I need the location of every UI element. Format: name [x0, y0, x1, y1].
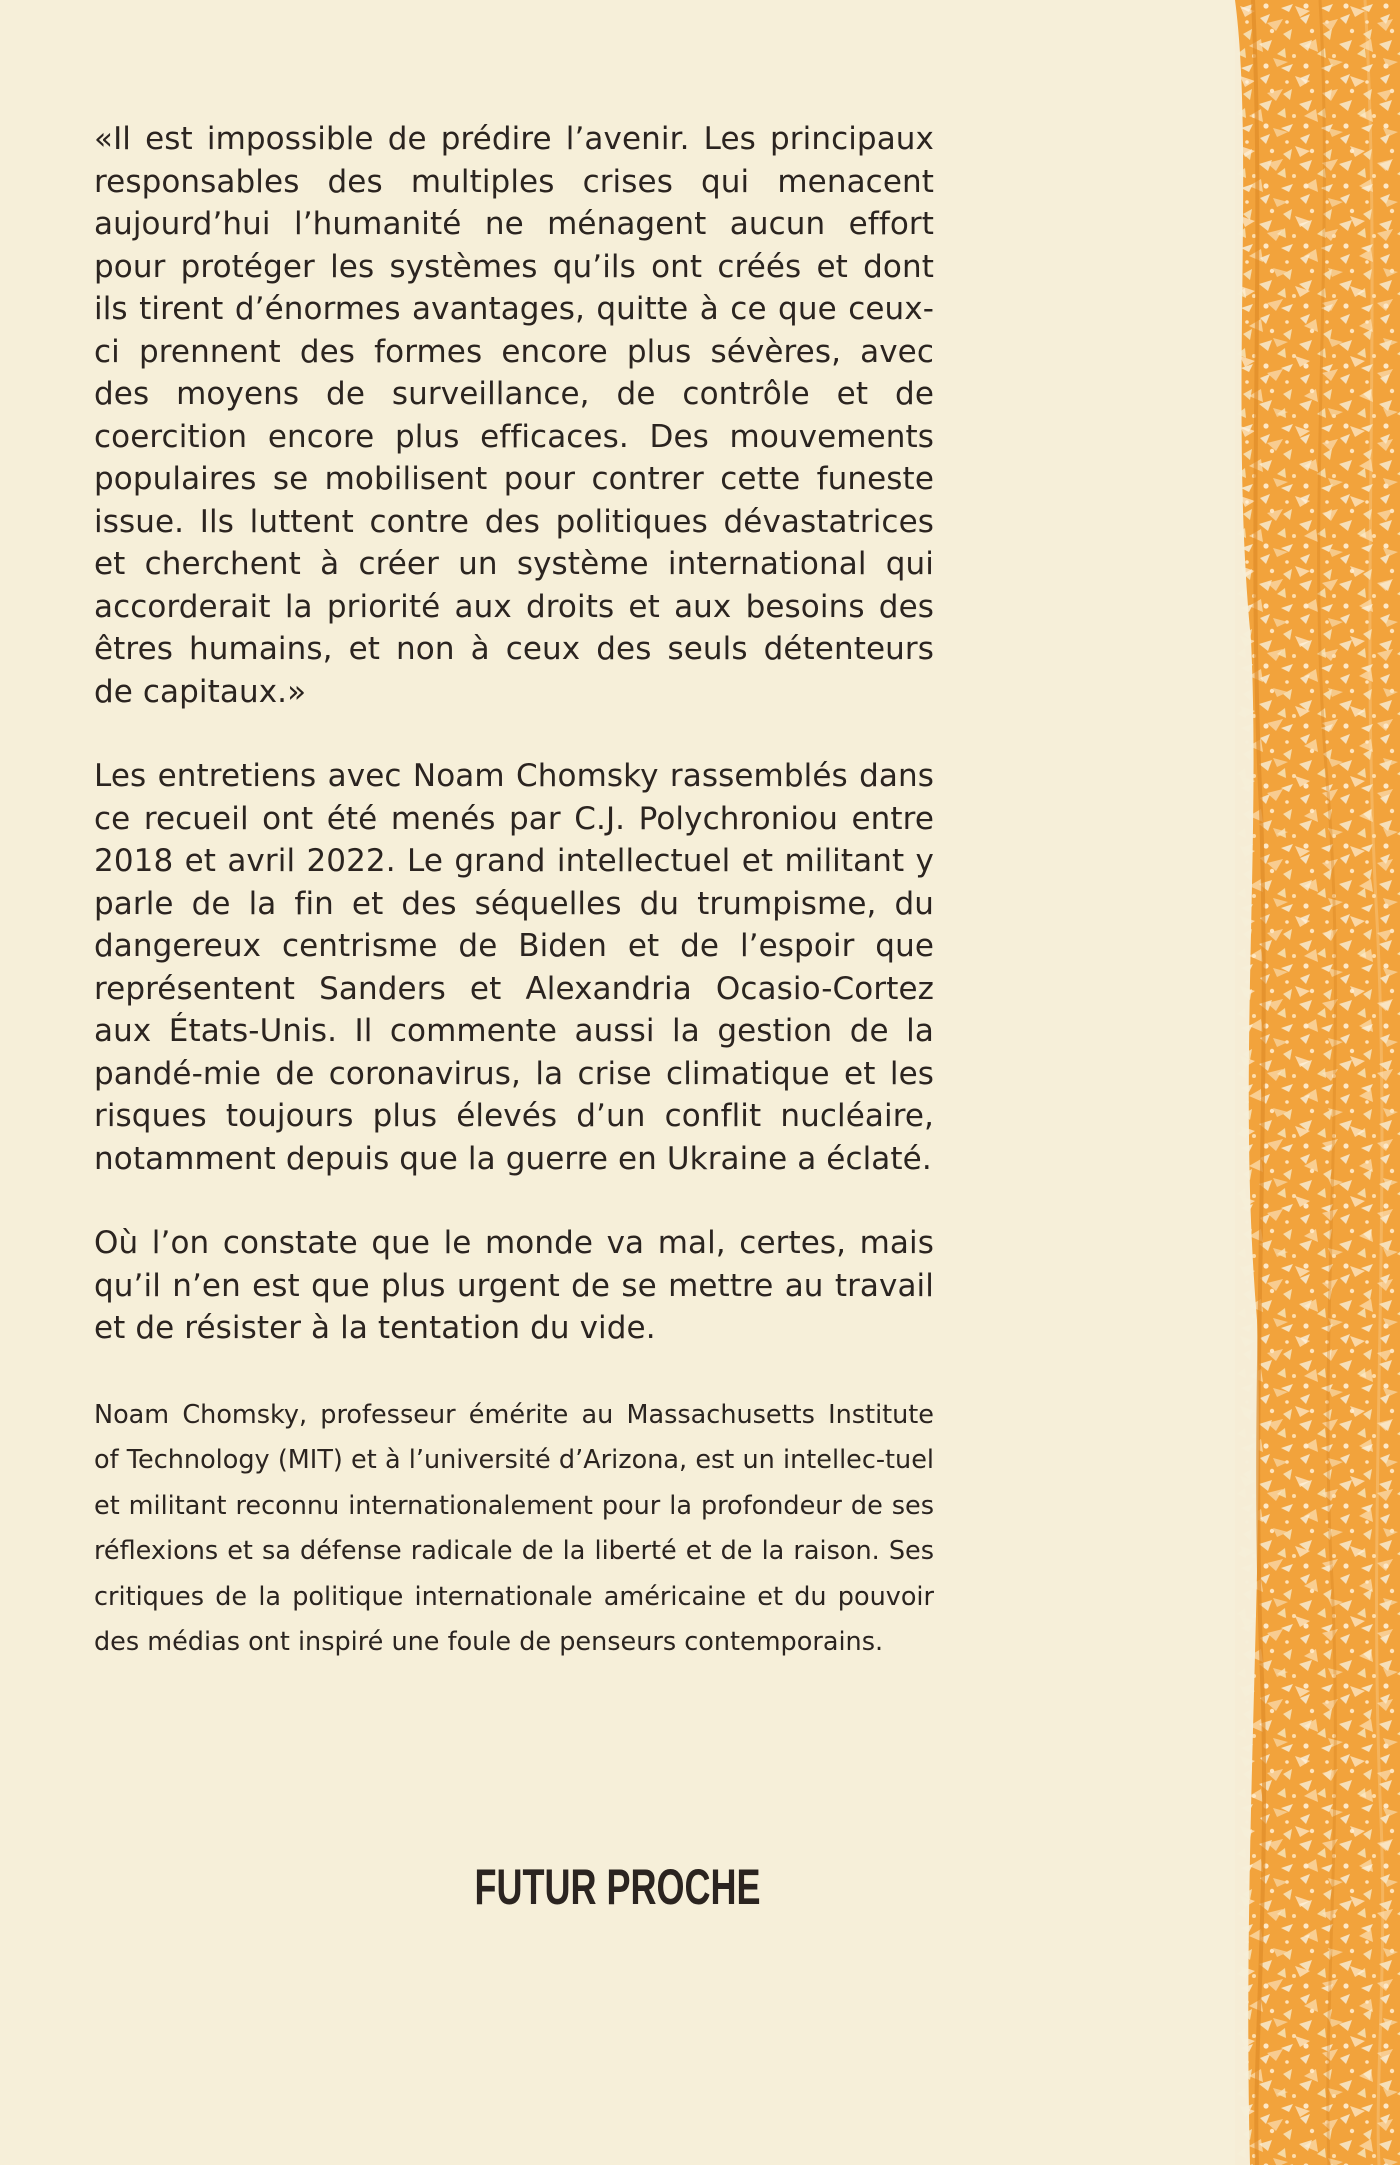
conclusion-paragraph: Où l’on constate que le monde va mal, certes, mais qu’il n’en est que plus urgent de se mettre au travail et de résister à la tentation du vide. — [94, 1225, 934, 1346]
quote-paragraph: «Il est impossible de prédire l’avenir. Les principaux responsables des multiples crises qui menacent aujourd’hui l’humanité ne ménagent aucun effort pour protéger les systèmes qu’ils ont créés et dont ils tirent d’énormes avantages, quitte à ce que ceux-ci prennent des formes encore plus sévères, avec des moyens de surveillance, de contrôle et de coercition encore plus efficaces. Des mouvements populaires se mobilisent pour contrer cette funeste issue. Ils luttent contre des politiques dévastatrices et cherchent à créer un système international qui accorderait la priorité aux droits et aux besoins des êtres humains, et non à ceux des seuls détenteurs de capitaux.» — [94, 121, 934, 710]
decorative-texture-strip — [1235, 0, 1400, 2165]
publisher-collection-logo: FUTUR PROCHE — [474, 1859, 761, 1915]
author-bio: Noam Chomsky, professeur émérite au Massachusetts Institute of Technology (MIT) et à l’université d’Arizona, est un intellec-tuel et militant reconnu internationalement pour la profondeur de ses réflexions et sa défense radicale de la liberté et de la raison. Ses critiques de la politique internationale américaine et du pouvoir des médias ont inspiré une foule de penseurs contemporains. — [94, 1399, 934, 1657]
text-column — [94, 118, 934, 1691]
summary-paragraph: Les entretiens avec Noam Chomsky rassemblés dans ce recueil ont été menés par C.J. Polychroniou entre 2018 et avril 2022. Le grand intellectuel et militant y parle de la fin et des séquelles du trumpisme, du dangereux centrisme de Biden et de l’espoir que représentent Sanders et Alexandria Ocasio-Cortez aux États-Unis. Il commente aussi la gestion de la pandé-mie de coronavirus, la crise climatique et les risques toujours plus élevés d’un conflit nucléaire, notamment depuis que la guerre en Ukraine a éclaté. — [94, 758, 934, 1177]
